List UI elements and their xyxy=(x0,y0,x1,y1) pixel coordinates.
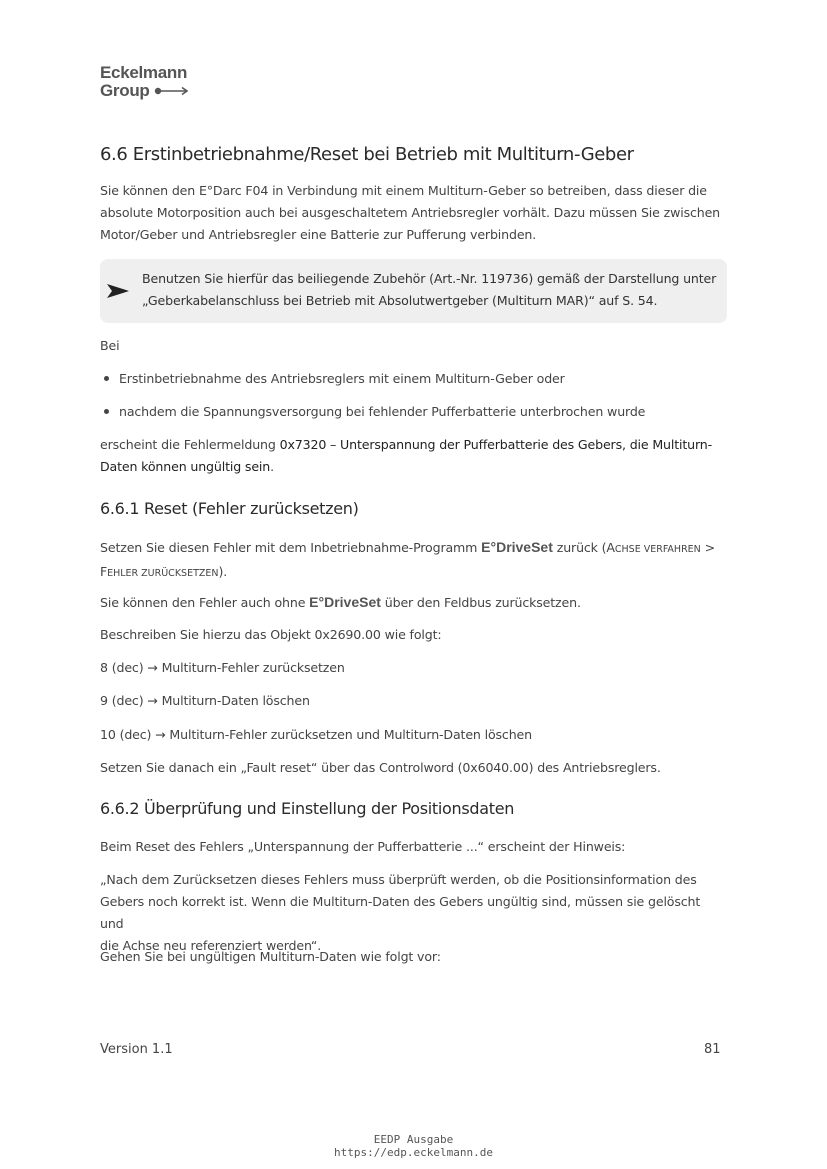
text-span: zurück (A xyxy=(552,540,615,555)
subsection-title-position: 6.6.2 Überprüfung und Einstellung der Positionsdaten xyxy=(100,799,515,818)
stamp-line: EEDP Ausgabe xyxy=(373,1133,454,1146)
error-suffix: . xyxy=(270,459,274,474)
value-line-9: 9 (dec) → Multiturn-Daten löschen xyxy=(100,693,310,708)
note-box xyxy=(100,259,727,323)
section-title: 6.6 Erstinbetriebnahme/Reset bei Betrieb mit Multiturn-Geber xyxy=(100,144,634,165)
page-number: 81 xyxy=(704,1042,721,1057)
logo-line2 xyxy=(100,82,190,100)
value-line-8: 8 (dec) → Multiturn-Fehler zurücksetzen xyxy=(100,660,345,675)
note-line: „Geberkabelanschluss bei Betrieb mit Absolutwertgeber (Multiturn MAR)“ auf S. 54. xyxy=(142,293,658,308)
quote-line: Gebers noch korrekt ist. Wenn die Multiturn-Daten des Gebers ungültig sind, müssen sie gelöscht und xyxy=(100,894,701,931)
quote-line: die Achse neu referenziert werden“. xyxy=(100,938,322,953)
logo-line1: Eckelmann xyxy=(100,63,188,82)
error-code-text: 0x7320 – Unterspannung der Pufferbatterie des Gebers, die Multiturn- xyxy=(279,437,713,452)
text-span: Setzen Sie diesen Fehler mit dem Inbetriebnahme-Programm xyxy=(100,540,482,555)
position-paragraph-3: Gehen Sie bei ungültigen Multiturn-Daten wie folgt vor: xyxy=(100,949,441,964)
list-item-text: nachdem die Spannungsversorgung bei fehlender Pufferbatterie unterbrochen wurde xyxy=(119,404,646,419)
quote-paragraph xyxy=(100,869,727,957)
note-text xyxy=(142,268,717,312)
reset-paragraph-4: Setzen Sie danach ein „Fault reset“ über das Controlword (0x6040.00) des Antriebsreglers. xyxy=(100,760,661,775)
error-line xyxy=(100,456,727,478)
subsection-title-reset: 6.6.1 Reset (Fehler zurücksetzen) xyxy=(100,499,359,518)
intro-line: Sie können den E°Darc F04 in Verbindung mit einem Multiturn-Geber so betreiben, dass dieser die xyxy=(100,183,707,198)
bei-text: Bei xyxy=(100,338,120,353)
intro-line: Motor/Geber und Antriebsregler eine Batterie zur Pufferung verbinden. xyxy=(100,227,537,242)
reset-line xyxy=(100,536,727,561)
reset-paragraph-2 xyxy=(100,591,581,614)
edition-stamp xyxy=(0,1133,827,1159)
position-paragraph-1: Beim Reset des Fehlers „Unterspannung der Pufferbatterie ...“ erscheint der Hinweis: xyxy=(100,839,626,854)
error-code-text-2: Daten können ungültig sein xyxy=(100,459,271,474)
intro-paragraph xyxy=(100,180,727,246)
logo-line2-text: Group xyxy=(100,81,150,100)
brand-name: E°DriveSet xyxy=(309,594,381,610)
pointer-arrow-icon xyxy=(107,284,129,298)
logo-arrow-icon xyxy=(154,86,190,96)
text-span: F xyxy=(100,564,108,579)
quote-line: „Nach dem Zurücksetzen dieses Fehlers muss überprüft werden, ob die Positionsinformation des xyxy=(100,872,697,887)
text-span: Sie können den Fehler auch ohne xyxy=(100,595,310,610)
text-span: ). xyxy=(218,564,228,579)
stamp-url: https://edp.eckelmann.de xyxy=(334,1146,493,1159)
list-item-text: Erstinbetriebnahme des Antriebsreglers mit einem Multiturn-Geber oder xyxy=(119,371,565,386)
bullet-dot xyxy=(104,409,109,414)
version-label: Version 1.1 xyxy=(100,1042,173,1057)
intro-line: absolute Motorposition auch bei ausgeschaltetem Antriebsregler vorhält. Dazu müssen Sie zwischen xyxy=(100,205,721,220)
text-span: > xyxy=(700,540,716,555)
error-message-paragraph xyxy=(100,434,727,478)
value-line-10: 10 (dec) → Multiturn-Fehler zurücksetzen und Multiturn-Daten löschen xyxy=(100,727,532,742)
bullet-dot xyxy=(104,376,109,381)
menu-path-small-caps: EHLER ZURÜCKSETZEN xyxy=(107,568,219,579)
company-logo xyxy=(100,64,190,100)
error-line xyxy=(100,434,727,456)
reset-paragraph-3: Beschreiben Sie hierzu das Objekt 0x2690.00 wie folgt: xyxy=(100,627,442,642)
text-span: über den Feldbus zurücksetzen. xyxy=(380,595,581,610)
list-item xyxy=(104,401,645,423)
error-prefix: erscheint die Fehlermeldung xyxy=(100,437,280,452)
brand-name: E°DriveSet xyxy=(481,539,553,555)
note-line: Benutzen Sie hierfür das beiliegende Zubehör (Art.-Nr. 119736) gemäß der Darstellung unter xyxy=(142,271,717,286)
menu-path-small-caps: CHSE VERFAHREN xyxy=(614,544,701,555)
reset-line xyxy=(100,561,727,585)
reset-paragraph-1 xyxy=(100,536,727,585)
list-item xyxy=(104,368,565,390)
